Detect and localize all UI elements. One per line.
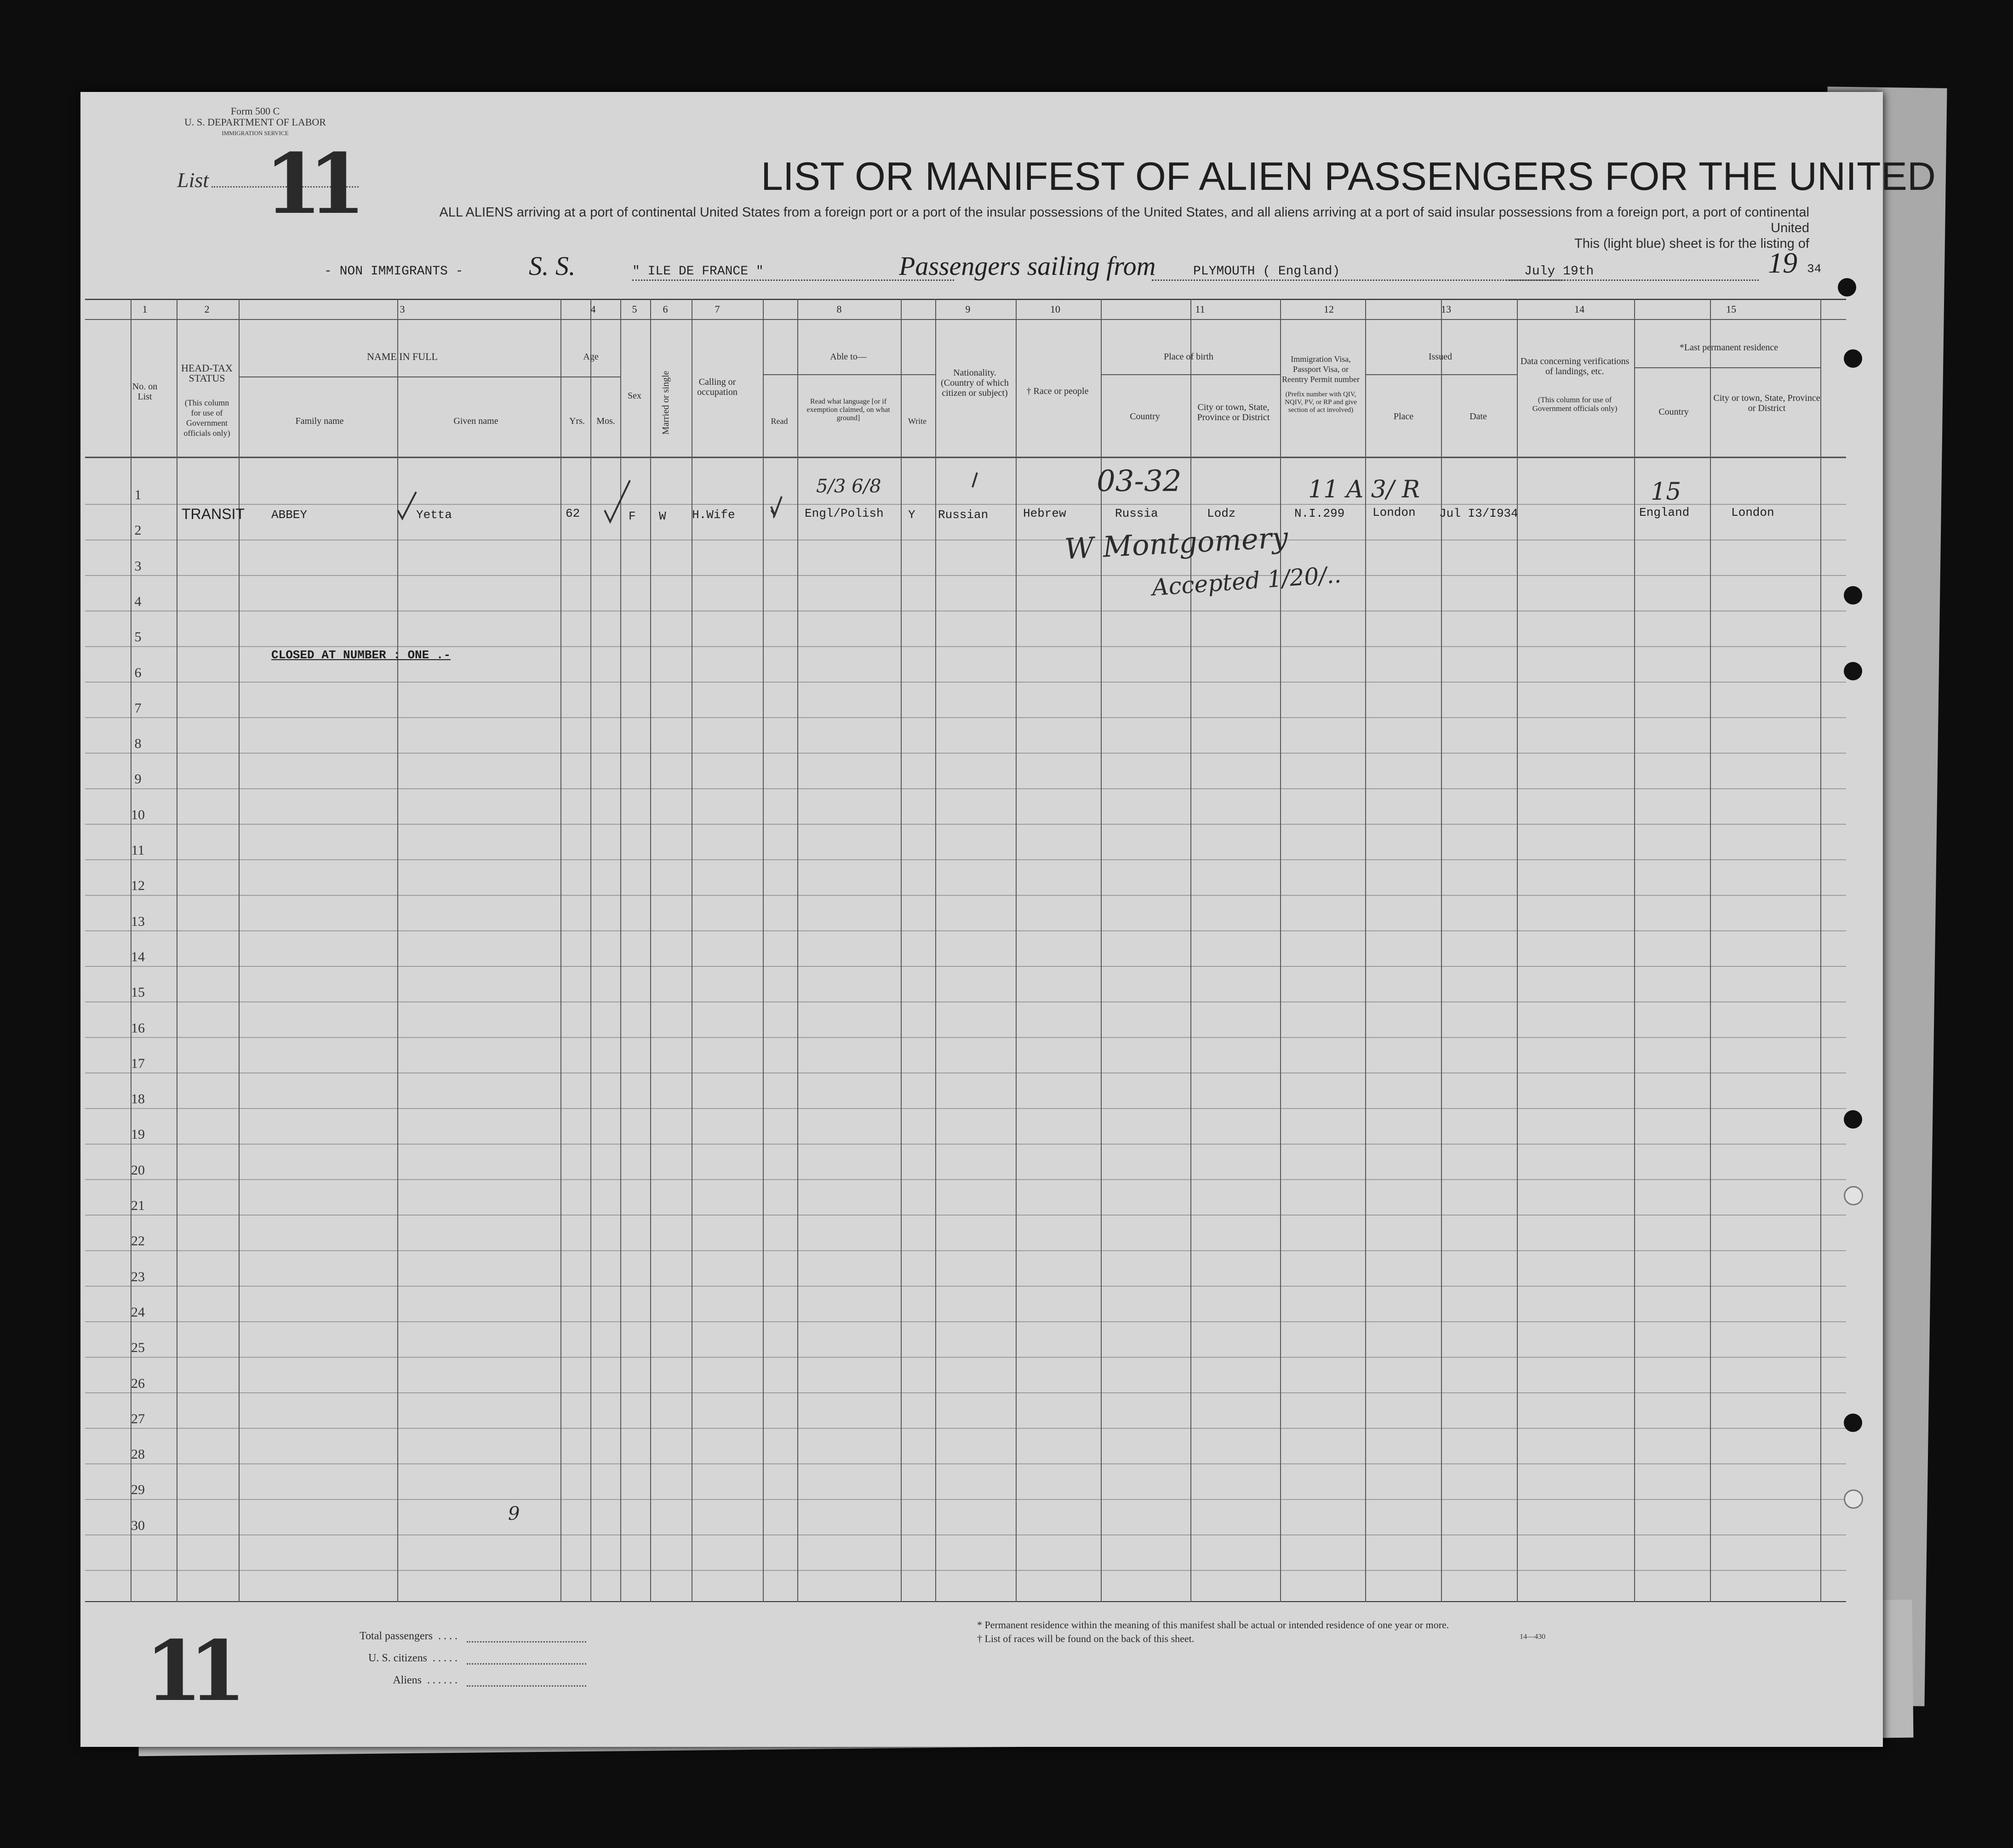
foot-list-number: 11 (145, 1623, 233, 1720)
sailing-date: July 19th (1524, 264, 1594, 279)
handwritten-signature-2: Accepted 1/20/.. (1151, 561, 1342, 601)
totals-block (292, 1625, 458, 1691)
row1-age-yrs: 62 (566, 507, 580, 520)
passenger-category: - NON IMMIGRANTS - (324, 264, 463, 279)
header-race: † Race or people (1026, 386, 1089, 396)
row1-issued-date: Jul I3/I934 (1439, 507, 1518, 520)
punch-hole (1844, 349, 1862, 368)
header-verifications: Data concerning verifications of landings, etc. (1520, 356, 1630, 376)
column-number: 11 (1195, 303, 1205, 315)
row-number: 20 (131, 1162, 145, 1178)
row-number: 26 (131, 1375, 145, 1391)
row-number: 8 (134, 736, 142, 752)
header-last-residence: *Last permanent residence (1679, 342, 1779, 353)
row-number: 5 (134, 629, 142, 645)
departure-port-line (1152, 279, 1566, 281)
check-icon (605, 480, 630, 522)
row-number: 30 (131, 1517, 145, 1533)
column-number: 13 (1441, 303, 1451, 315)
column-number: 9 (965, 303, 971, 315)
column-number: 1 (142, 303, 148, 315)
header-residence-city: City or town, State, Province or District (1713, 393, 1820, 413)
column-number: 5 (632, 303, 637, 315)
row1-married: W (659, 509, 666, 523)
row-number: 13 (131, 913, 145, 929)
footnotes (977, 1618, 1449, 1646)
row-number: 18 (131, 1091, 145, 1107)
row-number: 22 (131, 1233, 145, 1249)
row1-language: Engl/Polish (805, 507, 884, 520)
check-icon (398, 492, 416, 519)
manifest-subtitle (430, 205, 1809, 251)
row-number: 17 (131, 1055, 145, 1071)
header-birth-city: City or town, State, Province or District (1197, 402, 1270, 422)
year-suffix: 34 (1807, 262, 1822, 276)
column-number: 6 (663, 303, 668, 315)
subtitle-line-1: ALL ALIENS arriving at a port of continental United States from a foreign port or a port of the insular possessions of the United States, and all aliens arriving at a port of said insular possessions from a foreign port, a port of continental United (439, 205, 1809, 235)
header-write: Write (908, 416, 927, 426)
us-citizens-label: U. S. citizens . . . . . (368, 1652, 458, 1664)
stray-mark: 9 (508, 1503, 520, 1524)
column-number: 10 (1050, 303, 1060, 315)
header-birth-country: Country (1130, 411, 1160, 422)
form-number: Form 500 C (230, 105, 280, 117)
row1-residence-country: England (1639, 506, 1690, 519)
punch-hole (1844, 1110, 1862, 1129)
row1-residence-city: London (1731, 506, 1774, 519)
row1-nationality: Russian (938, 508, 989, 522)
punch-hole (1844, 1489, 1863, 1509)
row1-family-name: ABBEY (271, 508, 308, 522)
check-icon (972, 473, 977, 487)
row-number: 11 (131, 843, 145, 858)
departure-port: PLYMOUTH ( England) (1193, 264, 1340, 279)
row-number: 12 (131, 878, 145, 894)
row-number: 10 (131, 807, 145, 822)
row-number: 16 (131, 1020, 145, 1036)
punch-hole (1844, 1414, 1862, 1432)
header-place-of-birth: Place of birth (1164, 352, 1213, 362)
row1-visa: N.I.299 (1294, 507, 1345, 520)
row1-write: Y (908, 508, 915, 522)
aliens-field (467, 1685, 586, 1687)
aliens-label: Aliens . . . . . . (393, 1674, 458, 1686)
footnote-residence: * Permanent residence within the meaning of this manifest shall be actual or intended residence of one year or more. (977, 1619, 1449, 1631)
row-number: 28 (131, 1447, 145, 1462)
row-number: 14 (131, 949, 145, 964)
header-issued: Issued (1428, 352, 1453, 362)
column-number: 2 (204, 303, 210, 315)
handwritten-language-note: 5/3 6/8 (816, 476, 881, 497)
column-number: 12 (1324, 303, 1334, 315)
header-issued-place: Place (1393, 411, 1414, 422)
check-icon (771, 496, 782, 515)
manifest-title: LIST OR MANIFEST OF ALIEN PASSENGERS FOR THE UNITED (761, 154, 1936, 199)
total-passengers-label: Total passengers . . . . (360, 1630, 458, 1642)
header-age: Age (583, 352, 599, 362)
row1-race: Hebrew (1023, 507, 1066, 520)
header-read-language: Read what language [or if exemption claimed, on what ground] (806, 398, 890, 422)
handwritten-visa-note: 11 A 3/ R (1308, 476, 1420, 503)
department-name: U. S. DEPARTMENT OF LABOR (184, 116, 326, 128)
punch-hole (1838, 278, 1856, 297)
sailing-date-line (1506, 279, 1759, 281)
us-citizens-field (467, 1663, 586, 1665)
header-visa: Immigration Visa, Passport Visa, or Reentry Permit number (1282, 354, 1360, 384)
row-number: 4 (134, 593, 142, 609)
handwritten-birth-note: 03-32 (1097, 464, 1182, 498)
row-number: 2 (134, 523, 142, 538)
header-able-to: Able to— (830, 352, 867, 362)
punch-hole (1844, 1186, 1863, 1205)
manifest-table (85, 299, 1846, 1602)
row1-sex: F (629, 509, 636, 523)
header-name-in-full: NAME IN FULL (367, 351, 438, 362)
check-marks (85, 299, 1846, 621)
row1-given-name: Yetta (416, 508, 452, 522)
row1-read: Y (770, 508, 778, 522)
row1-issued-place: London (1372, 506, 1416, 519)
handwritten-signature-1: W Montgomery (1064, 520, 1289, 566)
column-number: 4 (590, 303, 596, 315)
header-calling: Calling or occupation (697, 377, 738, 397)
column-number: 7 (715, 303, 720, 315)
header-verifications-note: (This column for use of Government officials only) (1532, 395, 1618, 413)
punch-hole (1844, 662, 1862, 680)
service-name: IMMIGRATION SERVICE (222, 130, 289, 137)
row-number: 19 (131, 1127, 145, 1142)
header-visa-note: (Prefix number with QIV, NQIV, PV, or RP and give section of act involved) (1285, 391, 1357, 414)
header-nationality: Nationality. (Country of which citizen or subject) (941, 368, 1009, 398)
handwritten-residence-note: 15 (1651, 478, 1681, 506)
row1-birth-country: Russia (1115, 507, 1158, 520)
list-number-handwritten: 11 (264, 136, 352, 233)
form-identifier (154, 106, 356, 139)
header-family-name: Family name (295, 416, 344, 426)
row-number: 15 (131, 985, 145, 1000)
ss-label: S. S. (529, 251, 576, 281)
form-code: 14—430 (1520, 1633, 1545, 1641)
row-number: 25 (131, 1340, 145, 1356)
row1-birth-city: Lodz (1207, 507, 1236, 520)
row-number: 1 (134, 487, 142, 502)
header-issued-date: Date (1470, 411, 1487, 422)
column-number: 15 (1726, 303, 1736, 315)
row-number: 23 (131, 1269, 145, 1284)
row-number: 9 (134, 771, 142, 787)
header-residence-country: Country (1658, 407, 1689, 417)
header-no-on-list: No. on List (132, 382, 158, 402)
row-number: 7 (134, 700, 142, 716)
list-label: List (177, 168, 209, 192)
row-number: 24 (131, 1304, 145, 1320)
header-read: Read (771, 416, 788, 426)
column-number: 3 (400, 303, 405, 315)
footnote-races: † List of races will be found on the back of this sheet. (977, 1633, 1195, 1644)
column-number: 14 (1574, 303, 1584, 315)
row-number: 3 (134, 558, 142, 574)
year-prefix: 19 (1768, 246, 1797, 279)
header-sex: Sex (628, 391, 641, 401)
header-head-tax: HEAD-TAX STATUS (181, 362, 233, 384)
header-age-mos: Mos. (596, 416, 615, 426)
header-given-name: Given name (453, 416, 498, 426)
header-head-tax-note: (This column for use of Government officials only) (183, 398, 230, 438)
row-number: 29 (131, 1482, 145, 1498)
punch-hole (1844, 586, 1862, 605)
row-number: 21 (131, 1198, 145, 1213)
row1-calling: H.Wife (692, 508, 735, 522)
row-number: 6 (134, 665, 142, 680)
row1-head-tax: TRANSIT (182, 506, 245, 522)
closed-at-note: CLOSED AT NUMBER : ONE .- (271, 648, 451, 662)
column-number: 8 (836, 303, 842, 315)
header-married-or-single: Married or single (661, 371, 671, 435)
header-age-yrs: Yrs. (569, 416, 585, 426)
total-passengers-field (467, 1641, 586, 1643)
subtitle-line-2: This (light blue) sheet is for the listing of (1574, 236, 1809, 251)
manifest-page (80, 92, 1936, 1747)
row-number: 27 (131, 1411, 145, 1426)
sailing-from-label: Passengers sailing from (899, 251, 1156, 281)
ship-name: " ILE DE FRANCE " (632, 264, 764, 279)
